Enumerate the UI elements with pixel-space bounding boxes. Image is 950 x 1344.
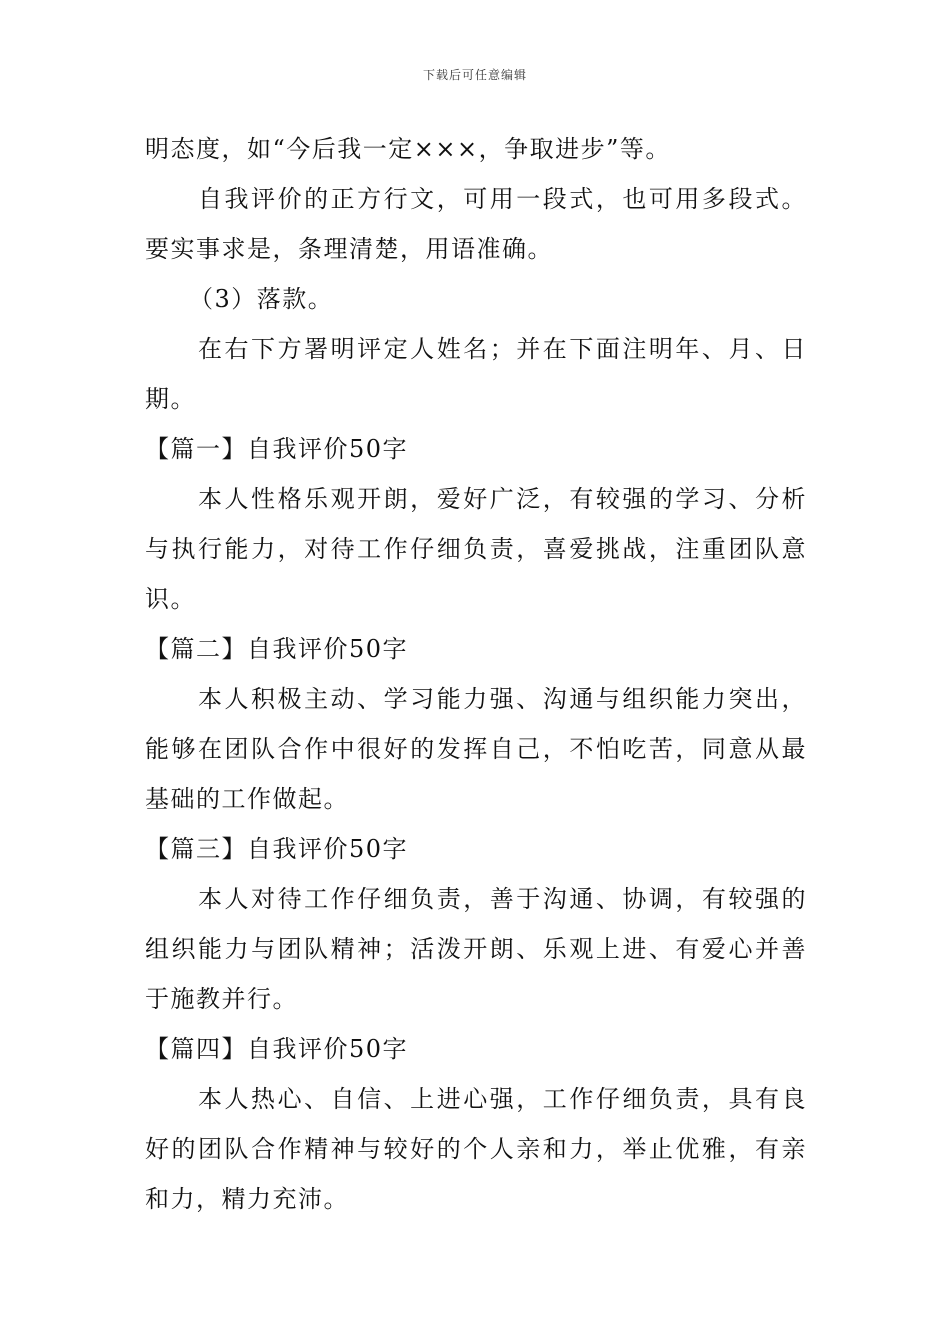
section-text-1: 本人性格乐观开朗，爱好广泛，有较强的学习、分析与执行能力，对待工作仔细负责，喜爱挑战，注重团队意识。 [145,485,807,613]
section-text-3: 本人对待工作仔细负责，善于沟通、协调，有较强的组织能力与团队精神；活泼开朗、乐观上进、有爱心并善于施教并行。 [145,885,807,1013]
paragraph-continuation: 明态度，如“今后我一定×××，争取进步”等。 [145,135,671,163]
document-body [145,124,807,1224]
paragraph-signature: 在右下方署明评定人姓名；并在下面注明年、月、日期。 [145,335,807,413]
section-text-2: 本人积极主动、学习能力强、沟通与组织能力突出，能够在团队合作中很好的发挥自己，不怕吃苦，同意从最基础的工作做起。 [145,685,807,813]
section-heading-2: 【篇二】自我评价50字 [145,635,409,663]
paragraph-format: 自我评价的正方行文，可用一段式，也可用多段式。要实事求是，条理清楚，用语准确。 [145,185,807,263]
paragraph-signature-heading: （3）落款。 [189,285,334,313]
page-header-note: 下载后可任意编辑 [422,68,527,82]
section-text-4: 本人热心、自信、上进心强，工作仔细负责，具有良好的团队合作精神与较好的个人亲和力，举止优雅，有亲和力，精力充沛。 [145,1085,807,1213]
section-heading-3: 【篇三】自我评价50字 [145,835,409,863]
section-heading-4: 【篇四】自我评价50字 [145,1035,409,1063]
section-heading-1: 【篇一】自我评价50字 [145,435,409,463]
